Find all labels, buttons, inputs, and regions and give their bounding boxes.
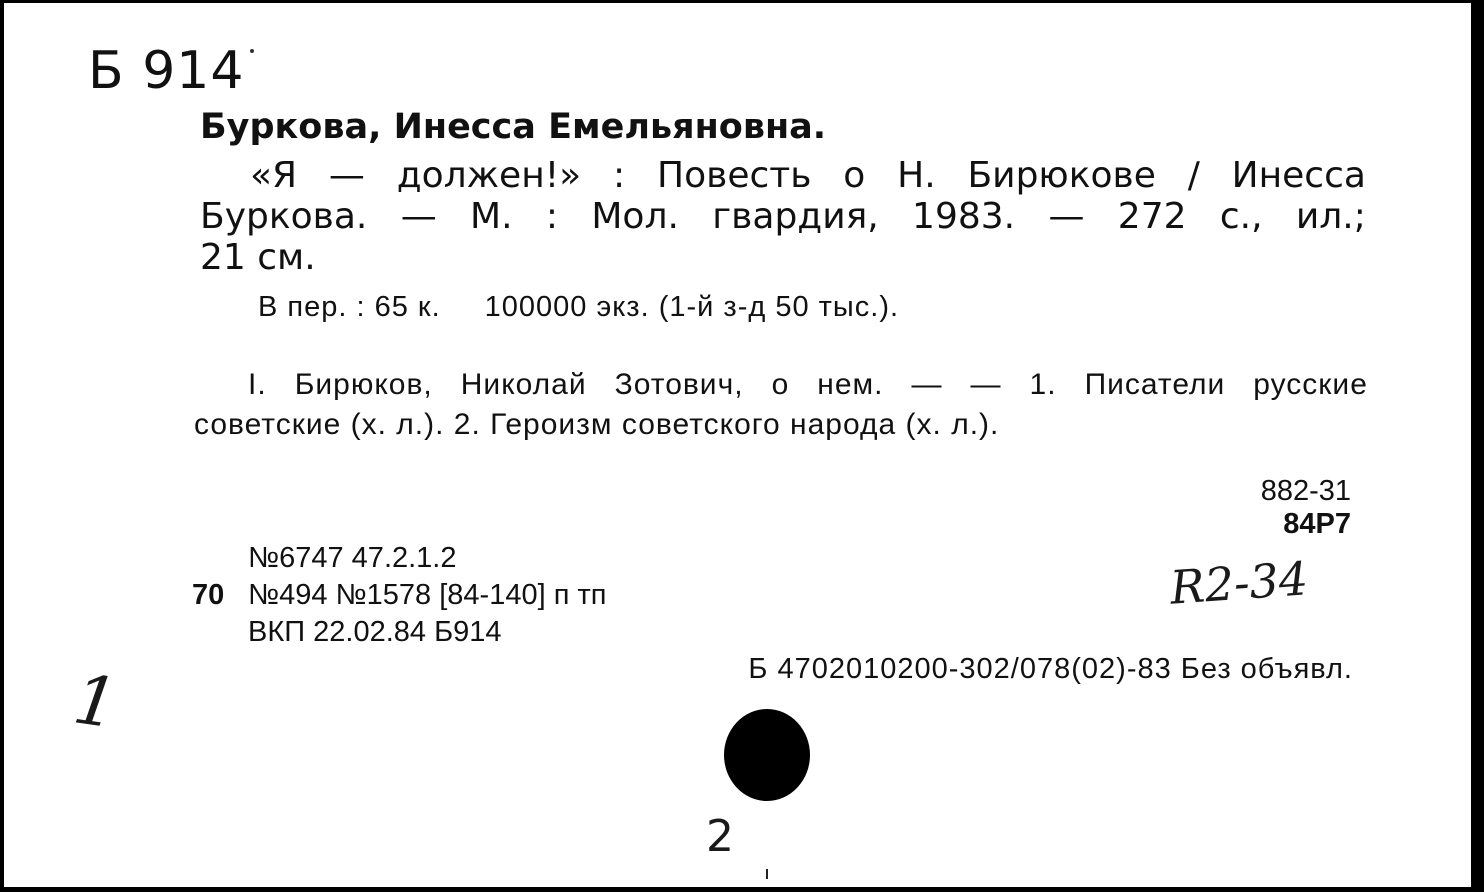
author-heading: Буркова, Инесса Емельяновна. xyxy=(200,107,827,147)
word: ил.; xyxy=(1295,196,1366,237)
word: / xyxy=(1187,155,1200,196)
ink-dot xyxy=(250,49,254,53)
word: — xyxy=(970,368,1002,401)
bbk-index: 84Р7 xyxy=(1283,508,1351,540)
word: русские xyxy=(1253,368,1368,401)
word: Инесса xyxy=(1231,155,1366,196)
catalog-card xyxy=(4,3,1474,887)
tech-prefix: 70 xyxy=(192,579,225,611)
classification-indexes xyxy=(1261,475,1351,541)
word: М. xyxy=(470,196,513,237)
word: : xyxy=(545,196,559,237)
tech-text: №494 №1578 [84-140] п тп xyxy=(248,579,607,611)
handwritten-mark-left: 1 xyxy=(68,660,123,745)
tech-text: №6747 47.2.1.2 xyxy=(248,542,457,574)
word: — xyxy=(328,155,365,196)
word: 1983. xyxy=(912,196,1016,237)
subject-line xyxy=(194,405,1368,445)
word: о xyxy=(771,368,790,401)
word: Н. xyxy=(897,155,936,196)
word: Николай xyxy=(460,368,587,401)
word: нем. xyxy=(817,368,884,401)
card-punch-hole xyxy=(724,709,810,801)
tech-text: ВКП 22.02.84 Б914 xyxy=(248,616,502,648)
udk-index: 882-31 xyxy=(1260,475,1351,507)
word: 272 xyxy=(1117,196,1187,237)
description-line xyxy=(200,237,1366,278)
word: Писатели xyxy=(1084,368,1226,401)
word: I. xyxy=(248,368,267,401)
description-line xyxy=(200,196,1366,237)
word: с., xyxy=(1219,196,1263,237)
tech-line xyxy=(192,577,606,614)
subject-line xyxy=(194,365,1368,405)
subject-headings xyxy=(194,365,1368,445)
word: 21 см. xyxy=(200,237,316,278)
word: — xyxy=(400,196,437,237)
price-and-print-run xyxy=(258,291,899,324)
word: о xyxy=(843,155,866,196)
word: Буркова. xyxy=(200,196,368,237)
word: : xyxy=(613,155,626,196)
word: гвардия, xyxy=(712,196,879,237)
word: Мол. xyxy=(591,196,679,237)
word: 1. xyxy=(1029,368,1057,401)
word: Повесть xyxy=(657,155,812,196)
price-binding: В пер. : 65 к. xyxy=(258,291,441,323)
isbn-line: Б 4702010200-302/078(02)-83 Без объявл. xyxy=(748,653,1353,685)
ink-speck xyxy=(766,869,768,879)
word: — xyxy=(1048,196,1085,237)
shelf-mark: Б 914 xyxy=(88,41,245,101)
tech-line xyxy=(192,540,606,577)
tech-line xyxy=(192,614,606,651)
handwritten-code: R2-34 xyxy=(1168,551,1310,615)
word: — xyxy=(911,368,943,401)
print-run: 100000 экз. (1-й з-д 50 тыс.). xyxy=(484,291,900,323)
word: должен!» xyxy=(396,155,582,196)
word: Бирюков, xyxy=(294,368,433,401)
description-line xyxy=(200,155,1366,196)
handwritten-mark-bottom: 2 xyxy=(706,811,734,862)
word: советские (х. л.). 2. Героизм советского народа (х. л.). xyxy=(194,408,1000,441)
bibliographic-description xyxy=(200,155,1366,278)
technical-data xyxy=(192,540,606,651)
word: Зотович, xyxy=(614,368,744,401)
word: «Я xyxy=(250,155,298,196)
word: Бирюкове xyxy=(967,155,1156,196)
